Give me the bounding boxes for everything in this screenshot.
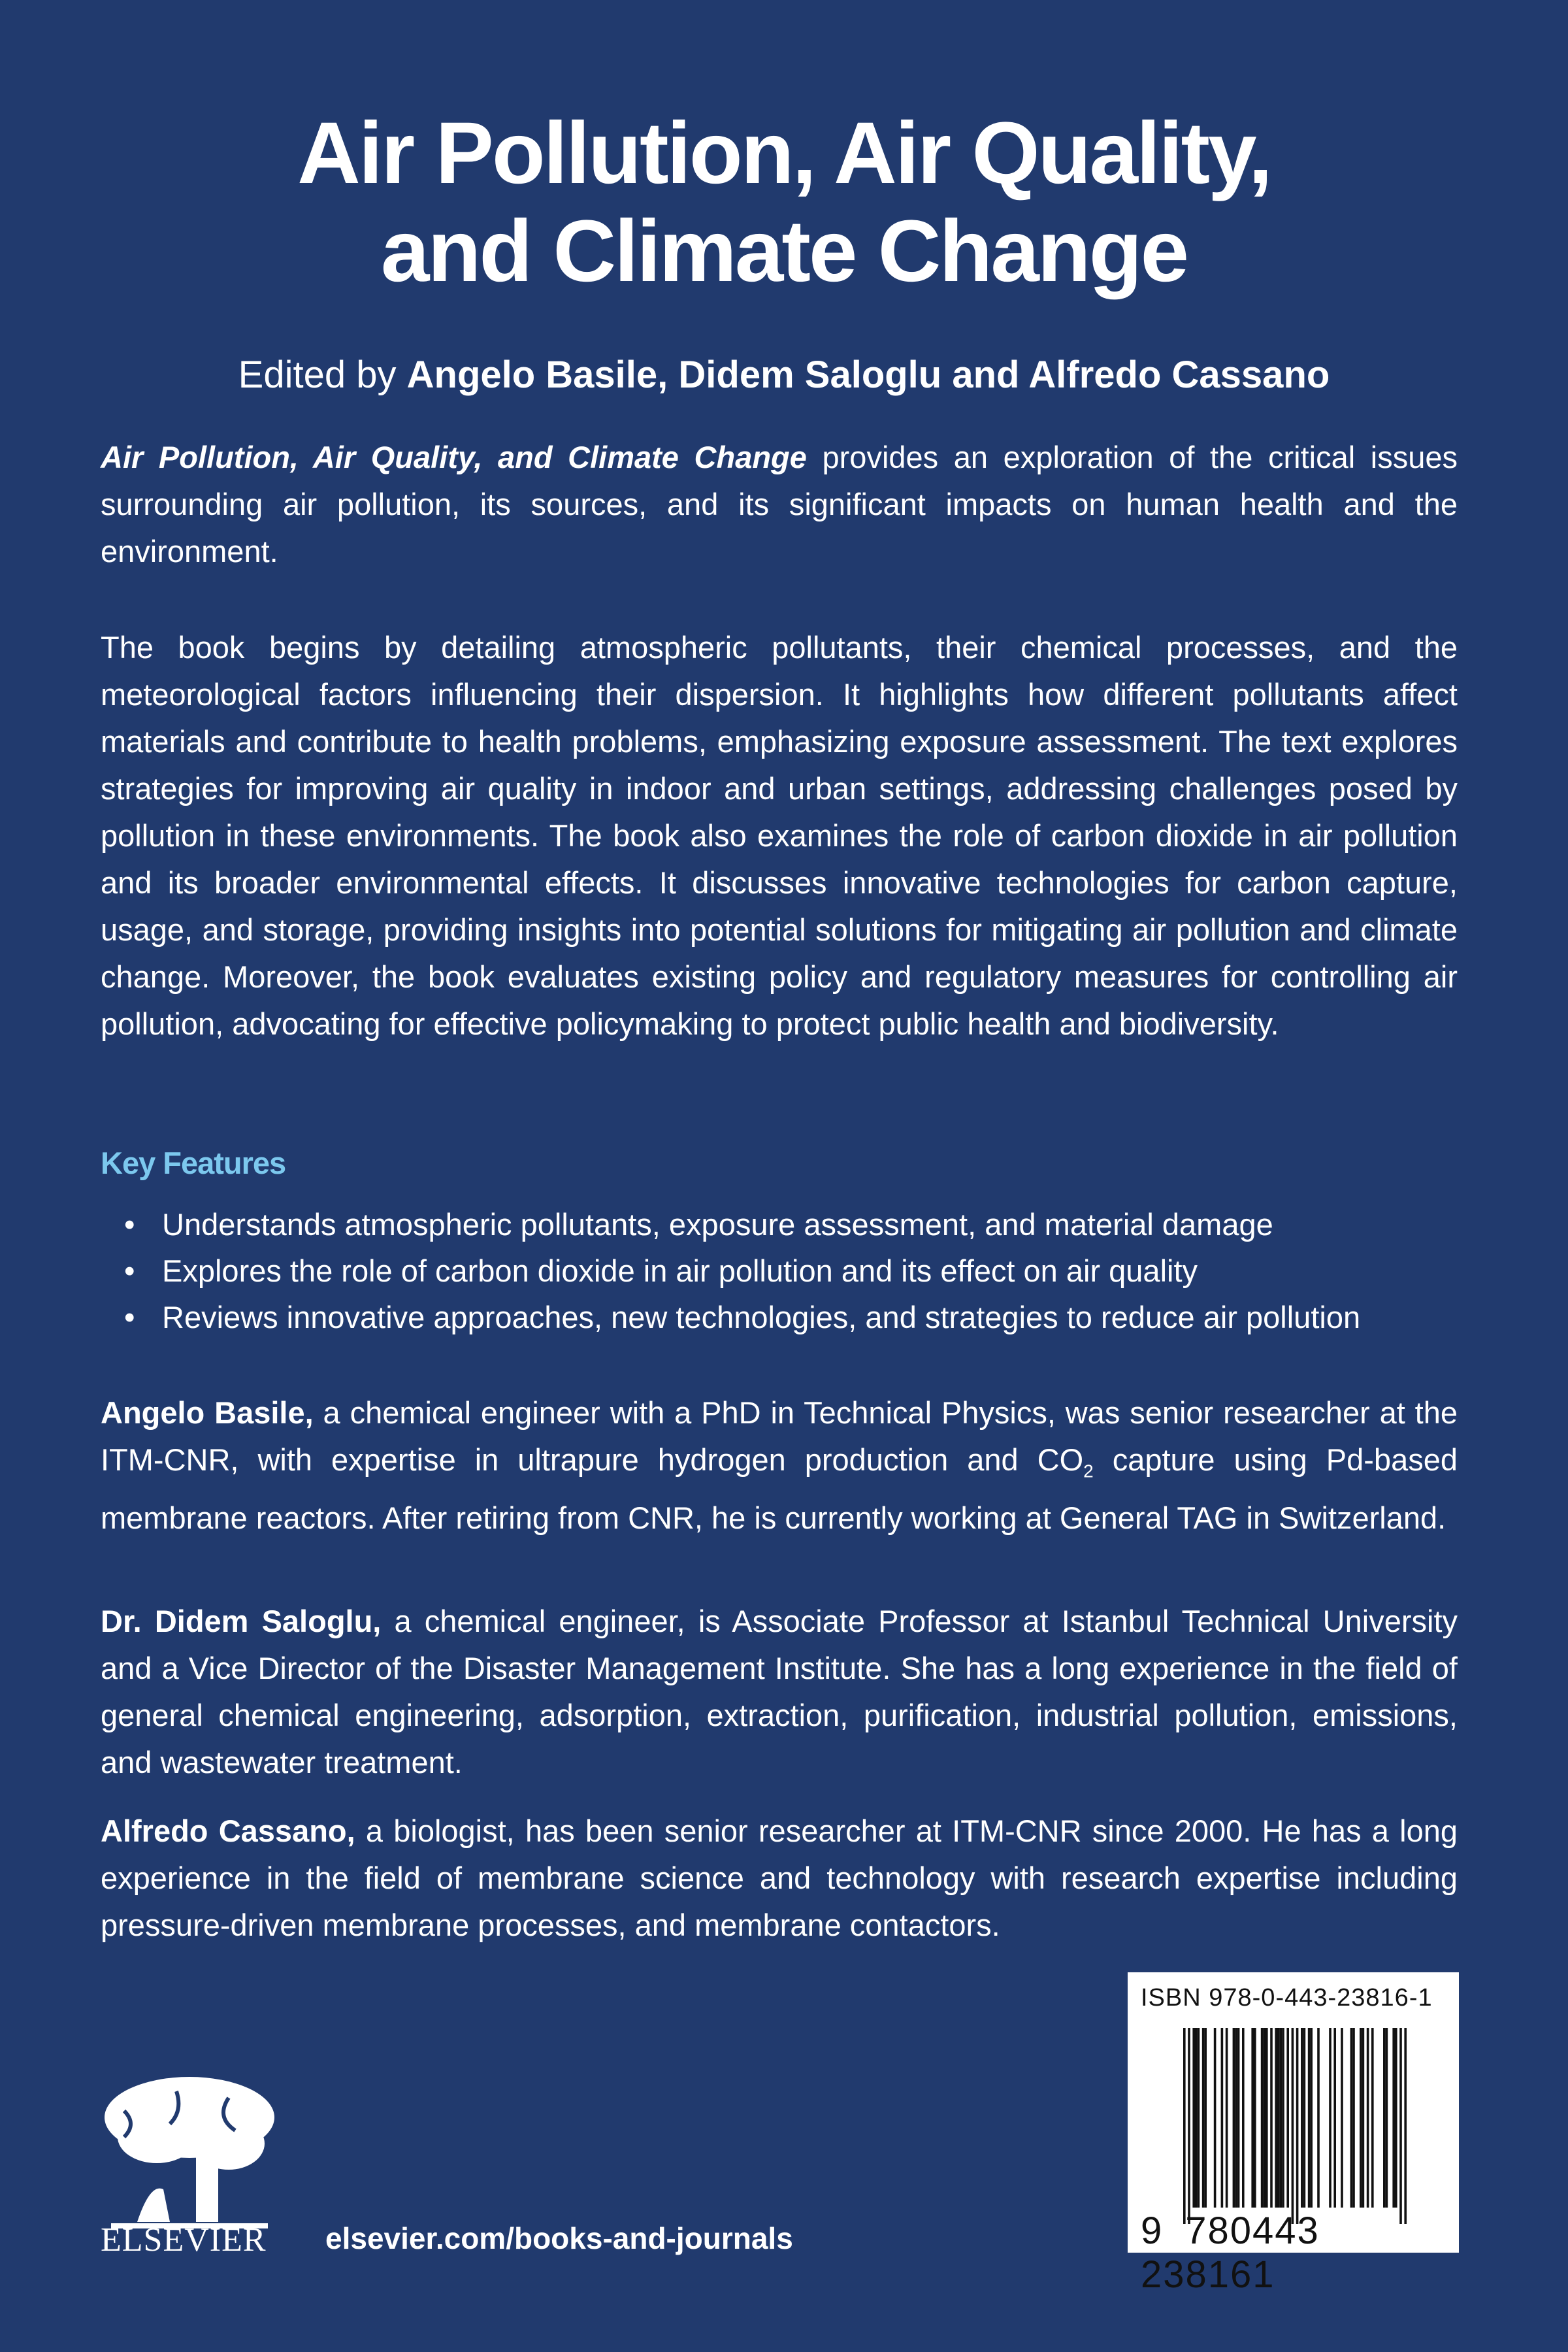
barcode-bar bbox=[1221, 2028, 1224, 2208]
barcode-bar bbox=[1202, 2028, 1205, 2208]
bio-saloglu bbox=[101, 1598, 1458, 1786]
barcode-bar bbox=[1301, 2028, 1303, 2208]
intro-book-title: Air Pollution, Air Quality, and Climate Change bbox=[101, 440, 807, 474]
barcode-bar bbox=[1399, 2028, 1402, 2224]
key-features-heading: Key Features bbox=[101, 1146, 286, 1180]
barcode-bar bbox=[1286, 2028, 1289, 2208]
barcode-bar bbox=[1404, 2028, 1407, 2224]
bio-basile bbox=[101, 1389, 1458, 1542]
barcode-bar bbox=[1198, 2028, 1200, 2208]
barcode-bar bbox=[1383, 2028, 1386, 2208]
publisher-url[interactable]: elsevier.com/books-and-journals bbox=[325, 2221, 793, 2255]
barcode-bar bbox=[1303, 2028, 1306, 2208]
key-features-list bbox=[101, 1201, 1360, 1340]
title-line-1: Air Pollution, Air Quality, bbox=[297, 105, 1271, 202]
ean-first-digit: 9 bbox=[1141, 2210, 1162, 2252]
barcode-bar bbox=[1310, 2028, 1313, 2208]
barcode-bar bbox=[1317, 2028, 1320, 2208]
barcode-bar bbox=[1226, 2028, 1228, 2208]
barcode-bar bbox=[1263, 2028, 1266, 2208]
bio-cassano bbox=[101, 1808, 1458, 1949]
feature-text: Explores the role of carbon dioxide in air pollution and its effect on air quality bbox=[162, 1253, 1198, 1288]
bio-text: a chemical engineer with a PhD in Technical Physics, was senior researcher at the ITM-CNR, with expertise in ultrapure hydrogen production and CO bbox=[101, 1395, 1458, 1477]
barcode-bar bbox=[1308, 2028, 1311, 2208]
barcode-bar bbox=[1292, 2028, 1294, 2224]
elsevier-wordmark: ELSEVIER bbox=[101, 2221, 267, 2259]
subscript: 2 bbox=[1083, 1461, 1094, 1482]
barcode-bar bbox=[1188, 2028, 1190, 2224]
barcode-bar bbox=[1362, 2028, 1365, 2208]
barcode-bar bbox=[1395, 2028, 1397, 2208]
intro-paragraph bbox=[101, 434, 1458, 575]
ean-left-group: 780443 bbox=[1185, 2210, 1320, 2252]
barcode-bar bbox=[1192, 2028, 1195, 2208]
description-text: The book begins by detailing atmospheric pollutants, their chemical processes, and the meteorological factors influencing their dispersion. It highlights how different pollutants affect materials and contribute to health problems, emphasizing exposure assessment. The text explores strategies for improving air quality in indoor and urban settings, addressing challenges posed by pollution in these environments. The book also examines the role of carbon dioxide in air pollution and its broader environmental effects. It discusses innovative technologies for carbon capture, usage, and storage, providing insights into potential solutions for mitigating air pollution and climate change. Moreover, the book evaluates existing policy and regulatory measures for controlling air pollution, advocating for effective policymaking to protect public health and biodiversity. bbox=[101, 630, 1458, 1041]
barcode-bar bbox=[1333, 2028, 1336, 2208]
isbn-label: ISBN 978-0-443-23816-1 bbox=[1141, 1984, 1433, 2012]
ean-digits bbox=[1141, 2209, 1459, 2296]
description-paragraph bbox=[101, 624, 1458, 1048]
barcode-bar bbox=[1329, 2028, 1331, 2208]
editors-line bbox=[0, 353, 1568, 397]
barcode-bar bbox=[1261, 2028, 1264, 2208]
barcode-bar bbox=[1352, 2028, 1355, 2208]
editors-prefix: Edited by bbox=[238, 354, 407, 396]
bullet-icon: • bbox=[124, 1253, 135, 1288]
barcode-bar bbox=[1214, 2028, 1217, 2208]
book-title bbox=[0, 105, 1568, 301]
barcode-bar bbox=[1392, 2028, 1395, 2208]
bio-name: Alfredo Cassano, bbox=[101, 1814, 355, 1848]
barcode-bar bbox=[1350, 2028, 1353, 2208]
list-item bbox=[101, 1294, 1360, 1340]
barcode-bar bbox=[1195, 2028, 1198, 2208]
barcode-bar bbox=[1254, 2028, 1256, 2208]
bullet-icon: • bbox=[124, 1207, 135, 1242]
feature-text: Reviews innovative approaches, new technologies, and strategies to reduce air pollution bbox=[162, 1300, 1361, 1334]
list-item bbox=[101, 1248, 1360, 1294]
bio-name: Angelo Basile, bbox=[101, 1395, 314, 1430]
barcode-bars bbox=[1128, 2028, 1459, 2230]
barcode-bar bbox=[1275, 2028, 1277, 2208]
barcode-bar bbox=[1235, 2028, 1237, 2208]
title-line-2: and Climate Change bbox=[380, 203, 1188, 300]
barcode-bar bbox=[1242, 2028, 1245, 2208]
bullet-icon: • bbox=[124, 1300, 135, 1334]
barcode-bar bbox=[1270, 2028, 1273, 2208]
intro-text: provides an exploration of the critical issues surrounding air pollution, its sources, and its significant impacts on human health and the environment. bbox=[101, 440, 1458, 569]
barcode-bar bbox=[1280, 2028, 1282, 2208]
barcode-bar bbox=[1282, 2028, 1284, 2208]
barcode-bar bbox=[1237, 2028, 1240, 2208]
barcode-bar bbox=[1183, 2028, 1186, 2224]
bio-name: Dr. Didem Saloglu, bbox=[101, 1604, 382, 1638]
barcode-bar bbox=[1371, 2028, 1374, 2208]
barcode-bar bbox=[1277, 2028, 1280, 2208]
isbn-barcode bbox=[1128, 1972, 1459, 2296]
feature-text: Understands atmospheric pollutants, exposure assessment, and material damage bbox=[162, 1207, 1273, 1242]
barcode-bar bbox=[1204, 2028, 1207, 2208]
editors-names: Angelo Basile, Didem Saloglu and Alfredo Cassano bbox=[406, 354, 1330, 396]
barcode-bar bbox=[1296, 2028, 1299, 2224]
barcode-bar bbox=[1266, 2028, 1268, 2208]
barcode-bar bbox=[1341, 2028, 1343, 2208]
barcode-bar bbox=[1251, 2028, 1254, 2208]
barcode-bar bbox=[1233, 2028, 1235, 2208]
bio-text: capture using Pd-based membrane reactors. After retiring from CNR, he is currently working at General TAG in Switzerland. bbox=[101, 1442, 1458, 1536]
barcode-bar bbox=[1386, 2028, 1388, 2208]
ean-right-group: 238161 bbox=[1141, 2253, 1275, 2296]
bio-text: a biologist, has been senior researcher at ITM-CNR since 2000. He has a long experience in the field of membrane science and technology with research expertise including pressure-driven membrane processes, and membrane contactors. bbox=[101, 1814, 1458, 1942]
barcode-bar bbox=[1367, 2028, 1369, 2208]
barcode-bar bbox=[1360, 2028, 1362, 2208]
bio-text: a chemical engineer, is Associate Professor at Istanbul Technical University and a Vice Director of the Disaster Management Institute. She has a long experience in the field of general chemical engineering, adsorption, extraction, purification, industrial pollution, emissions, and wastewater treatment. bbox=[101, 1604, 1458, 1780]
list-item bbox=[101, 1201, 1360, 1248]
